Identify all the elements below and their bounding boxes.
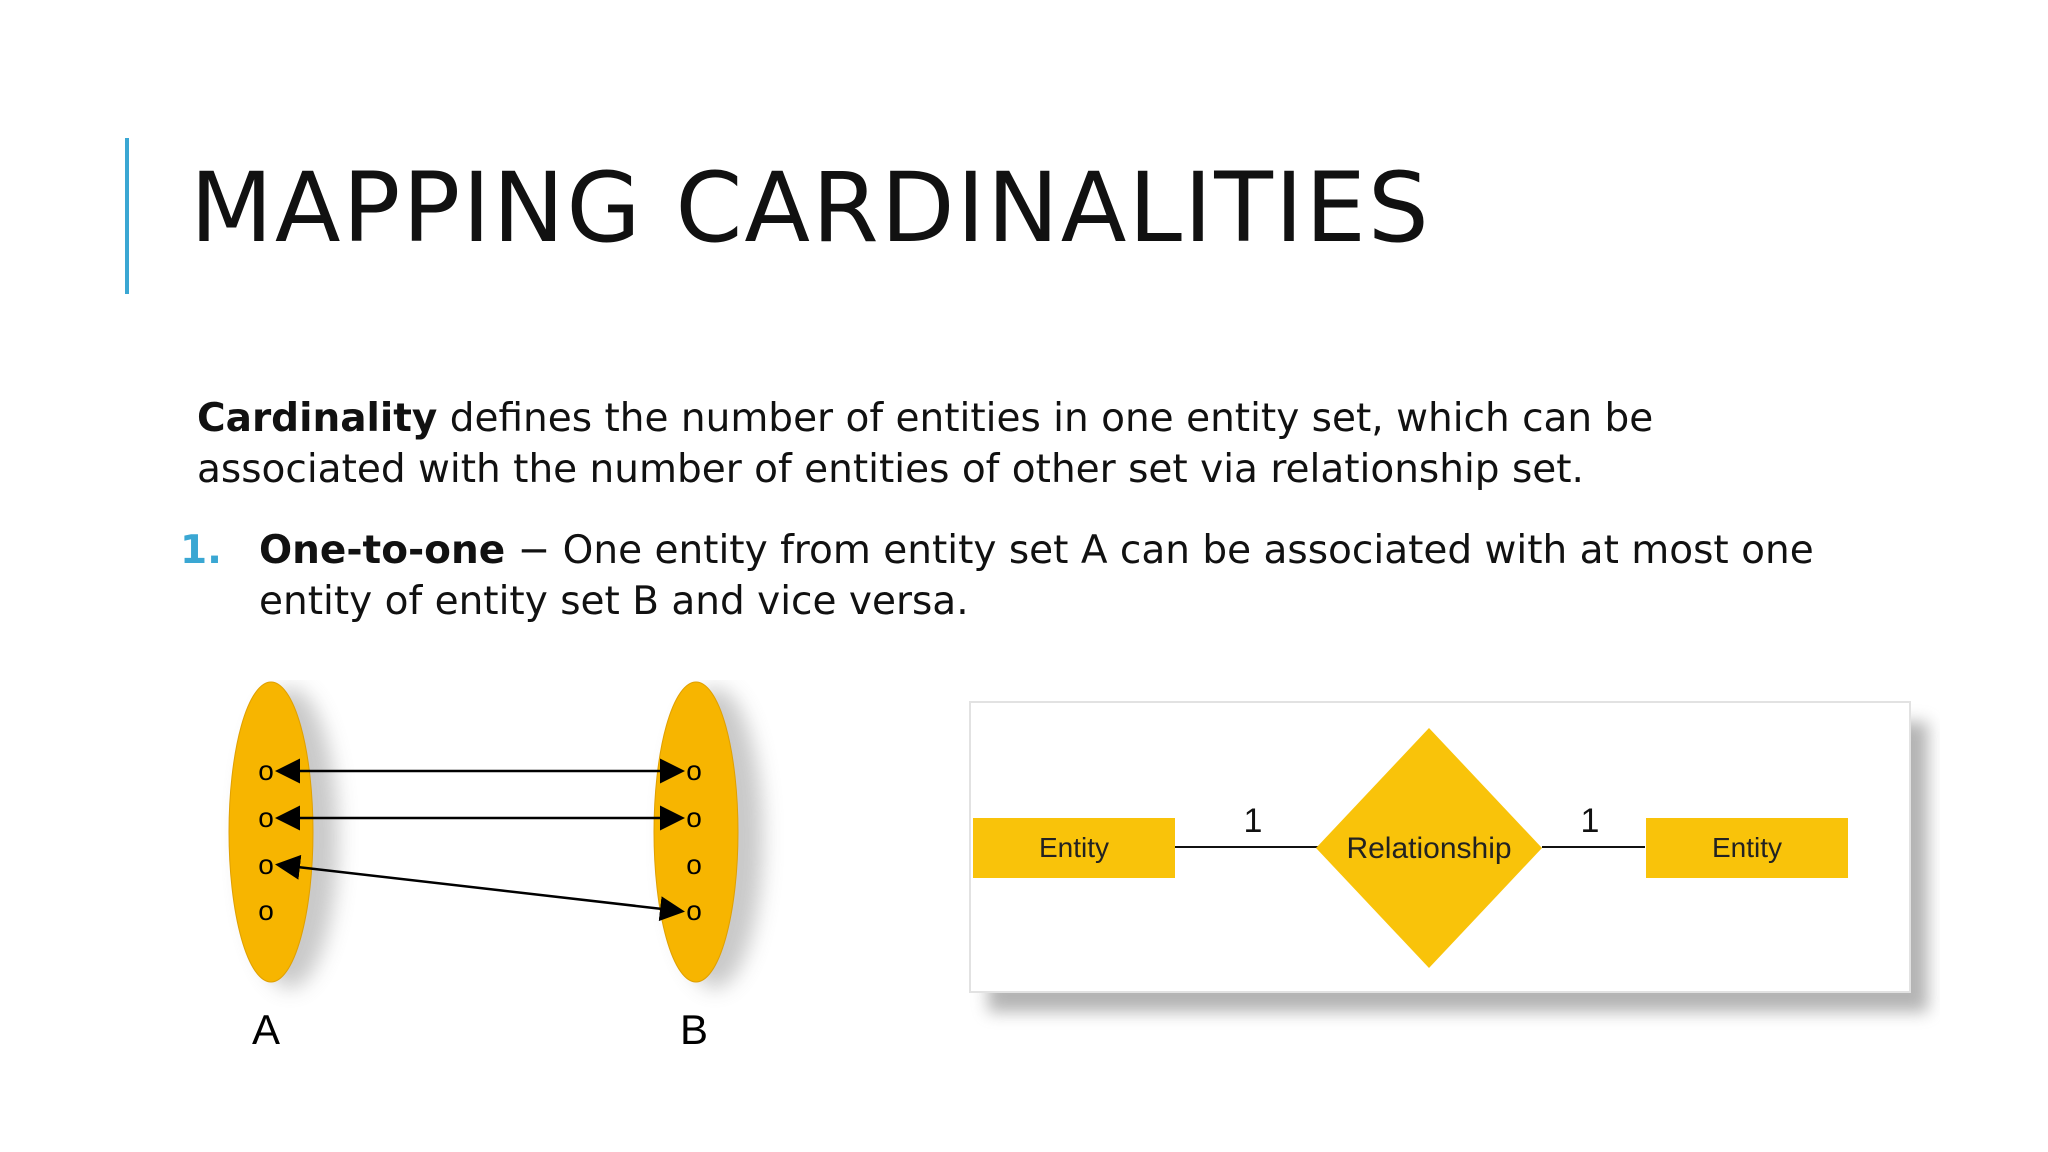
set-mapping-diagram bbox=[200, 680, 820, 1105]
set-b-element: o bbox=[686, 849, 702, 880]
set-b-element: o bbox=[686, 755, 702, 786]
set-b-element: o bbox=[686, 802, 702, 833]
mapping-arrow bbox=[280, 865, 680, 911]
set-b-label: B bbox=[679, 1006, 709, 1053]
intro-term: Cardinality bbox=[197, 396, 438, 441]
set-b-element: o bbox=[686, 895, 702, 926]
set-a-element: o bbox=[258, 849, 274, 880]
list-item-term: One-to-one bbox=[259, 528, 506, 573]
set-a-label: A bbox=[251, 1006, 281, 1053]
left-entity-label: Entity bbox=[1038, 832, 1110, 863]
set-a-element: o bbox=[258, 895, 274, 926]
set-a-element: o bbox=[258, 802, 274, 833]
title-accent-bar bbox=[125, 138, 129, 294]
list-item-text: − One entity from entity set A can be associated with at most one entity of entity set B and vice versa. bbox=[259, 528, 1814, 624]
er-diagram bbox=[960, 700, 1940, 1035]
set-a-element: o bbox=[258, 755, 274, 786]
right-entity-label: Entity bbox=[1711, 832, 1783, 863]
right-cardinality: 1 bbox=[1580, 802, 1600, 840]
intro-paragraph bbox=[197, 393, 1847, 495]
relationship-label: Relationship bbox=[1346, 832, 1512, 865]
slide-title: MAPPING CARDINALITIES bbox=[190, 152, 1431, 264]
list-item-number: 1. bbox=[180, 528, 222, 573]
left-cardinality: 1 bbox=[1243, 802, 1263, 840]
intro-text: defines the number of entities in one entity set, which can be associated with the number of entities of other set via relationship set. bbox=[197, 396, 1654, 492]
list-item bbox=[180, 525, 1880, 627]
list-item-body bbox=[259, 525, 1880, 627]
